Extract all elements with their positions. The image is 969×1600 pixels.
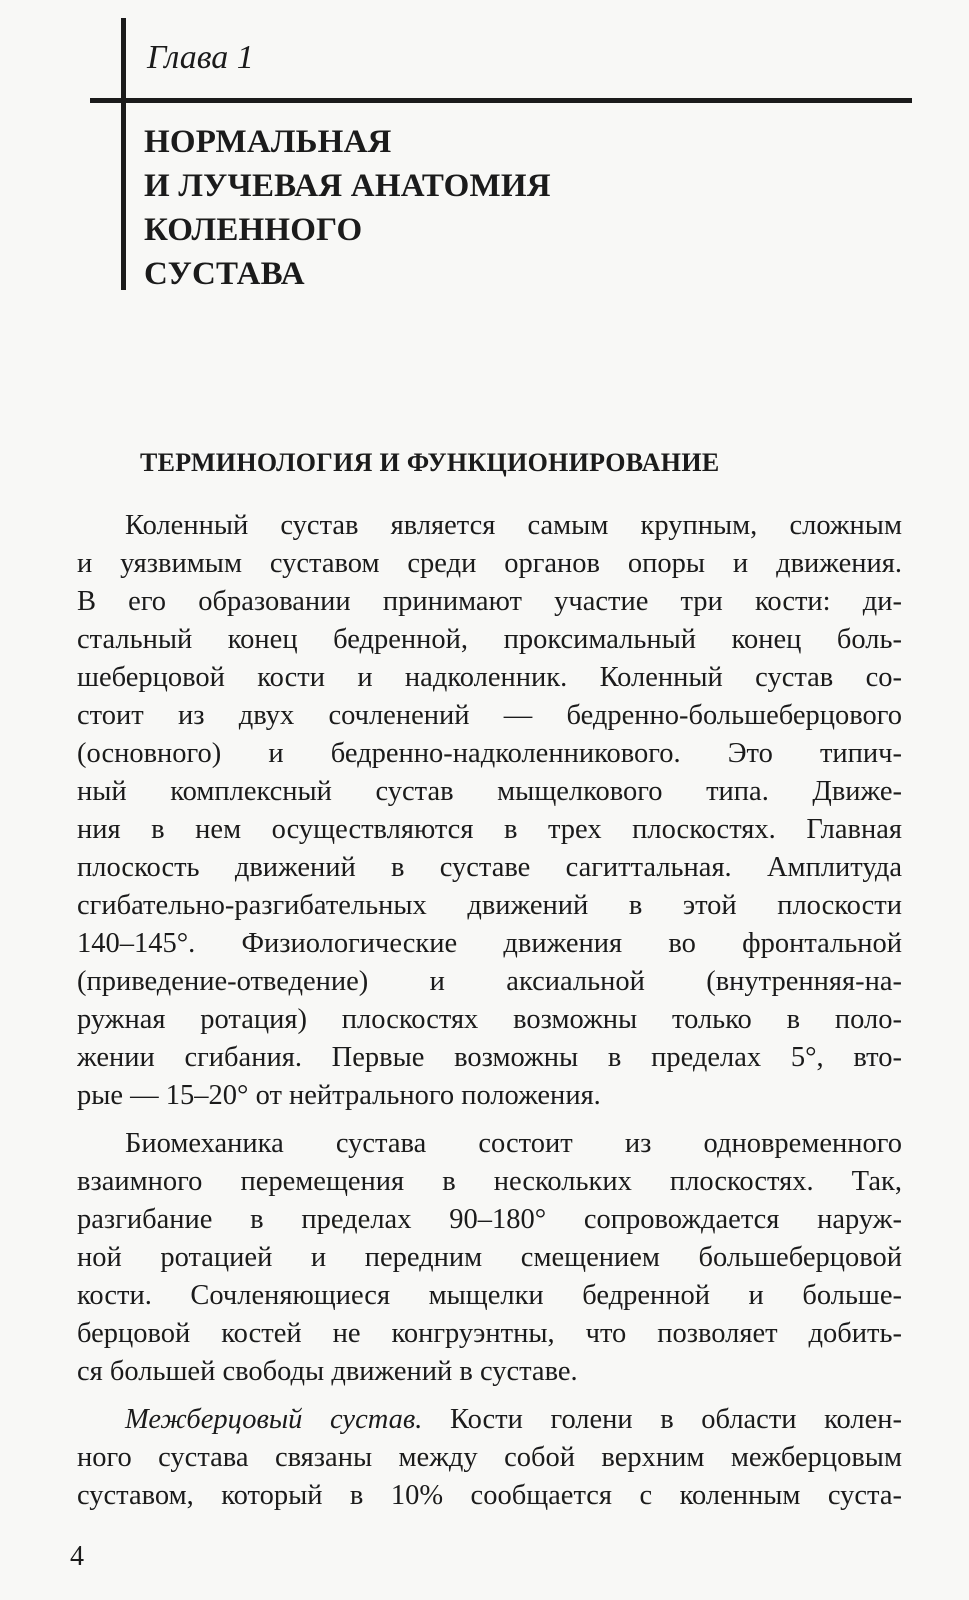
text-line: шеберцовой кости и надколенник. Коленный сустав со-: [77, 662, 902, 693]
text-line: Биомеханика сустава состоит из одновременного: [125, 1128, 902, 1159]
text-line: ся большей свободы движений в суставе.: [77, 1356, 578, 1387]
section-heading: ТЕРМИНОЛОГИЯ И ФУНКЦИОНИРОВАНИЕ: [140, 448, 720, 477]
text-fragment: Кости голени в области колен-: [422, 1404, 902, 1435]
chapter-title-line: И ЛУЧЕВАЯ АНАТОМИЯ: [144, 168, 551, 204]
text-line: (приведение-отведение) и аксиальной (внутренняя-на-: [77, 966, 902, 997]
chapter-title-line: КОЛЕННОГО: [144, 212, 363, 248]
paragraph-3: [77, 1401, 902, 1515]
text-line: ния в нем осуществляются в трех плоскостях. Главная: [77, 814, 902, 845]
text-line: ружная ротация) плоскостях возможны только в поло-: [77, 1004, 902, 1035]
text-line: Коленный сустав является самым крупным, сложным: [125, 510, 902, 541]
text-line: сгибательно-разгибательных движений в этой плоскости: [77, 890, 902, 921]
text-line: стоит из двух сочленений — бедренно-большеберцового: [77, 700, 902, 731]
body-text: [77, 507, 902, 1515]
text-line: жении сгибания. Первые возможны в пределах 5°, вто-: [77, 1042, 902, 1073]
text-line: кости. Сочленяющиеся мыщелки бедренной и больше-: [77, 1280, 902, 1311]
paragraph-2: [77, 1125, 902, 1391]
chapter-title-line: СУСТАВА: [144, 256, 305, 292]
chapter-title: [144, 120, 551, 296]
text-line: ной ротацией и передним смещением большеберцовой: [77, 1242, 902, 1273]
text-line: стальный конец бедренной, проксимальный конец боль-: [77, 624, 902, 655]
chapter-title-line: НОРМАЛЬНАЯ: [144, 124, 392, 160]
text-line: [77, 1401, 902, 1439]
text-line: ного сустава связаны между собой верхним межберцовым: [77, 1442, 902, 1473]
page-number: 4: [70, 1541, 84, 1572]
text-line: разгибание в пределах 90–180° сопровождается наруж-: [77, 1204, 902, 1235]
text-line: берцовой костей не конгруэнтны, что позволяет добить-: [77, 1318, 902, 1349]
text-line: взаимного перемещения в нескольких плоскостях. Так,: [77, 1166, 902, 1197]
text-line: 140–145°. Физиологические движения во фронтальной: [77, 928, 902, 959]
chapter-vertical-rule: [121, 18, 126, 290]
text-line: ный комплексный сустав мыщелкового типа. Движе-: [77, 776, 902, 807]
text-line: рые — 15–20° от нейтрального положения.: [77, 1080, 601, 1111]
text-line: В его образовании принимают участие три кости: ди-: [77, 586, 902, 617]
text-line: плоскость движений в суставе сагиттальная. Амплитуда: [77, 852, 902, 883]
chapter-horizontal-rule: [90, 98, 912, 103]
chapter-label: Глава 1: [147, 39, 254, 76]
text-line: и уязвимым суставом среди органов опоры и движения.: [77, 548, 902, 579]
text-line: суставом, который в 10% сообщается с коленным суста-: [77, 1480, 902, 1511]
term-italic: Межберцовый сустав.: [125, 1404, 423, 1435]
paragraph-1: [77, 507, 902, 1115]
text-line: (основного) и бедренно-надколенникового. Это типич-: [77, 738, 902, 769]
